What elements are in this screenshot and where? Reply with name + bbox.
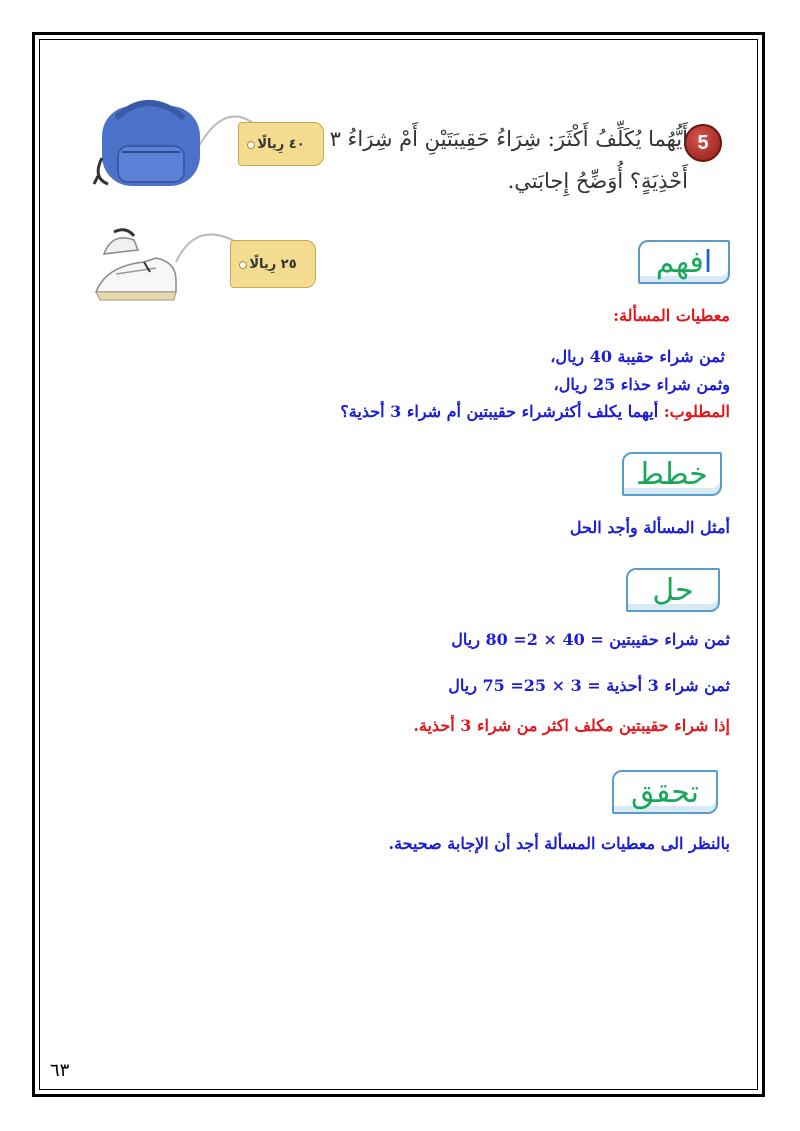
problem-statement: أَيُّهُما يُكَلِّفُ أَكْثَرَ: شِرَاءُ حَقِيبَتَيْنِ أَمْ شِرَاءُ ٣ أَحْذِيَةٍ؟ أُوَضِّحُ إِجابَتي.: [329, 127, 688, 193]
understand-label: [638, 240, 730, 284]
given-line-2: وثمن شراء حذاء 25 ريال،: [553, 375, 730, 394]
understand-label-rest: فهم: [655, 245, 704, 280]
solve-label: حل: [626, 568, 720, 612]
price-tag-bag-text: ٤٠ رِيالًا: [257, 136, 305, 152]
price-tag-shoe-text: ٢٥ رِيالًا: [249, 256, 297, 272]
plan-text: أمثل المسألة وأجد الحل: [569, 518, 730, 537]
plan-label: خطط: [622, 452, 722, 496]
required-text: أيهما يكلف أكثرشراء حقيبتين أم شراء 3 أحذية؟: [340, 402, 664, 421]
required-line: [340, 402, 730, 421]
verify-label: تحقق: [612, 770, 718, 814]
solution-conclusion: إذا شراء حقيبتين مكلف اكثر من شراء 3 أحذية.: [413, 716, 730, 735]
given-heading: معطيات المسألة:: [613, 306, 730, 325]
required-label: المطلوب:: [663, 402, 730, 421]
tag-string: [176, 234, 236, 262]
page-number: ٦٣: [50, 1060, 70, 1081]
understand-label-alef: ا: [703, 245, 713, 280]
solution-line-2: ثمن شراء 3 أحذية = 3 × 25= 75 ريال: [448, 676, 730, 695]
price-tag-shoe: [230, 240, 316, 288]
verify-text: بالنظر الى معطيات المسألة أجد أن الإجابة صحيحة.: [388, 834, 730, 853]
given-line-1: ثمن شراء حقيبة 40 ريال،: [550, 347, 725, 366]
problem-number-badge: 5: [684, 124, 722, 162]
solution-line-1: ثمن شراء حقيبتين = 40 × 2= 80 ريال: [451, 630, 730, 649]
